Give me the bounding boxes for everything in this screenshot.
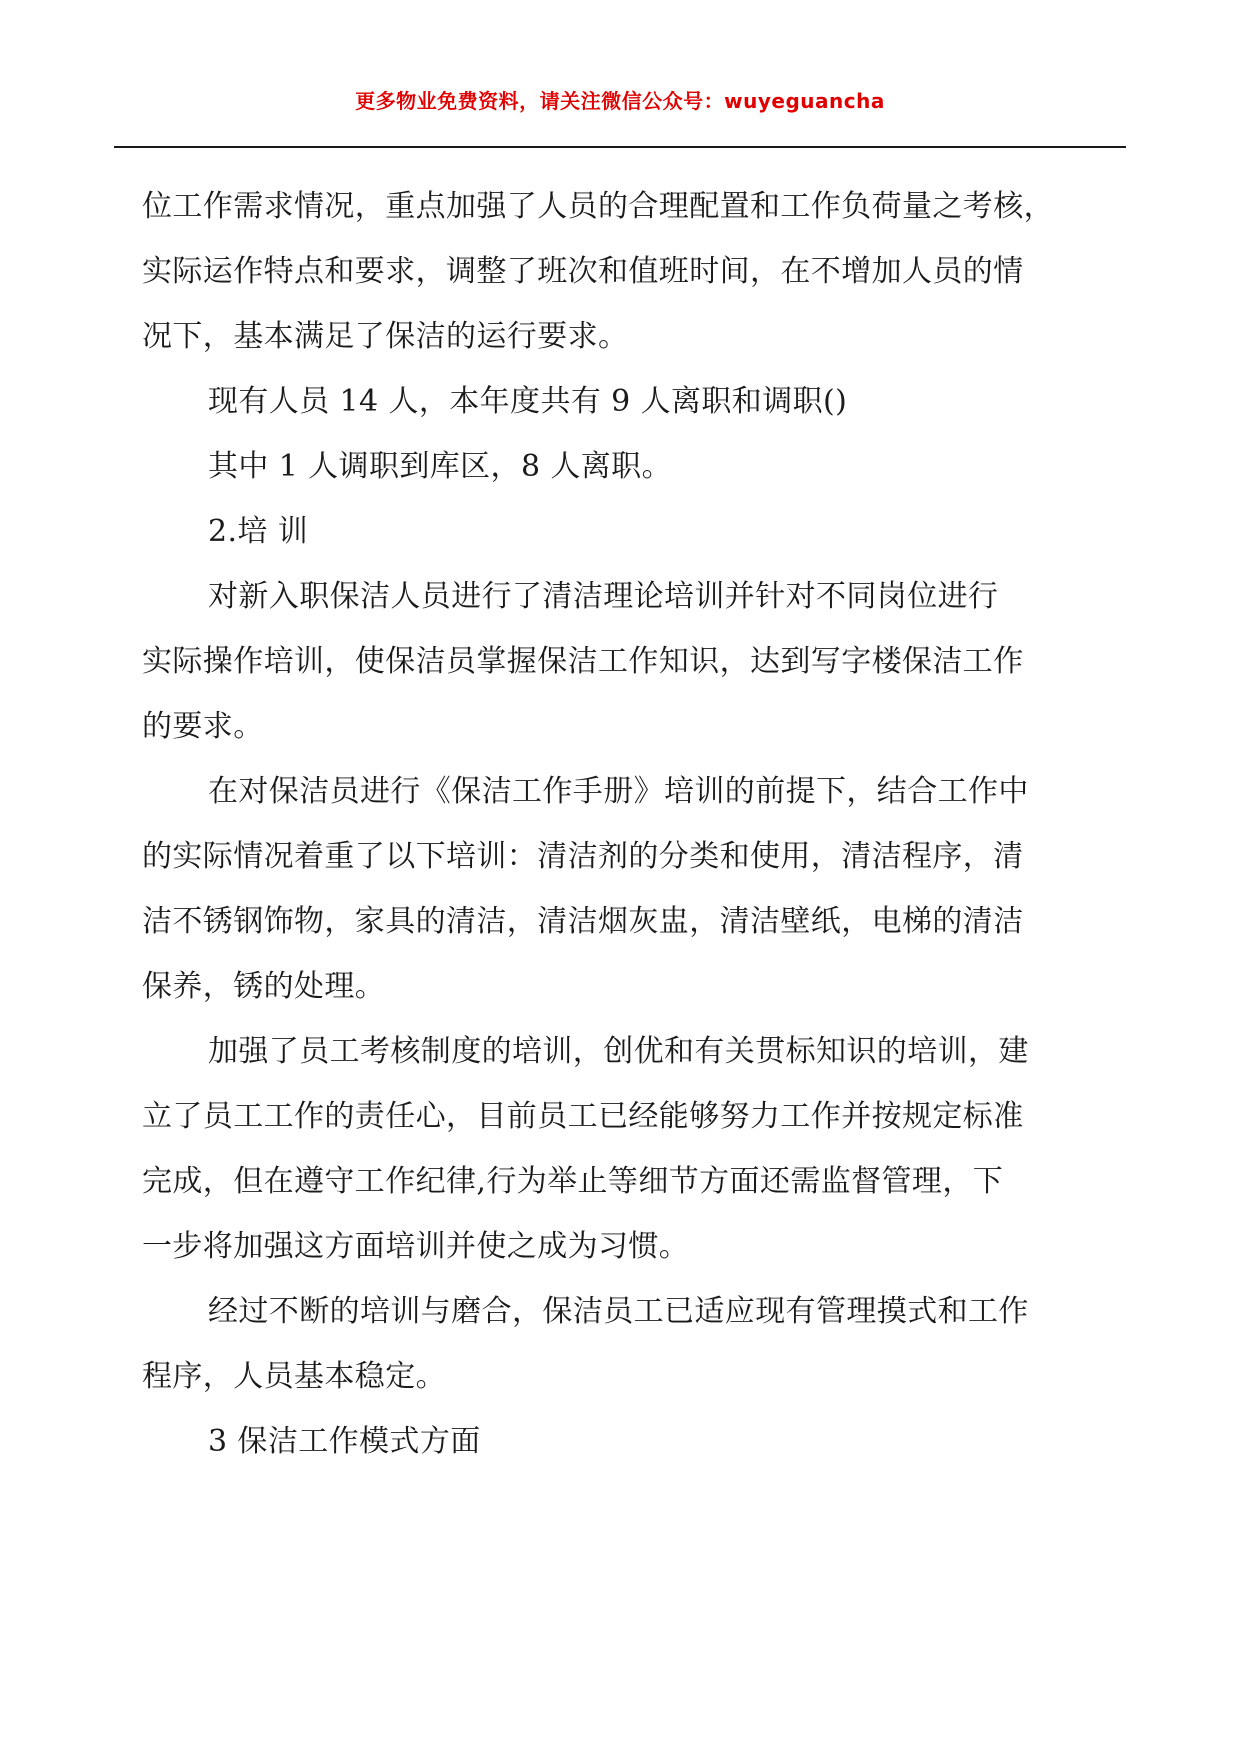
text-line: 实际运作特点和要求，调整了班次和值班时间，在不增加人员的情 <box>142 254 1024 289</box>
text-line: 立了员工工作的责任心，目前员工已经能够努力工作并按规定标准 <box>142 1099 1024 1134</box>
text-line: 的实际情况着重了以下培训：清洁剂的分类和使用，清洁程序，清 <box>142 839 1024 874</box>
page-header: 更多物业免费资料，请关注微信公众号：wuyeguancha <box>355 89 885 113</box>
section-heading: 3 保洁工作模式方面 <box>208 1424 481 1459</box>
text-line: 其中 1 人调职到库区，8 人离职。 <box>208 449 672 484</box>
text-line: 实际操作培训，使保洁员掌握保洁工作知识，达到写字楼保洁工作 <box>142 644 1024 679</box>
header-divider <box>114 146 1126 148</box>
text-line: 保养，锈的处理。 <box>142 969 386 1004</box>
text-line: 现有人员 14 人，本年度共有 9 人离职和调职() <box>208 384 848 419</box>
text-line: 位工作需求情况，重点加强了人员的合理配置和工作负荷量之考核， <box>142 189 1054 224</box>
document-body <box>142 174 1118 1474</box>
text-line: 对新入职保洁人员进行了清洁理论培训并针对不同岗位进行 <box>208 579 999 614</box>
text-line: 加强了员工考核制度的培训，创优和有关贯标知识的培训，建 <box>208 1034 1029 1069</box>
text-line: 在对保洁员进行《保洁工作手册》培训的前提下，结合工作中 <box>208 774 1029 809</box>
text-line: 经过不断的培训与磨合，保洁员工已适应现有管理摸式和工作 <box>208 1294 1029 1329</box>
text-line: 程序，人员基本稳定。 <box>142 1359 446 1394</box>
text-line: 洁不锈钢饰物，家具的清洁，清洁烟灰盅，清洁壁纸，电梯的清洁 <box>142 904 1024 939</box>
section-heading: 2.培 训 <box>208 514 309 549</box>
text-line: 的要求。 <box>142 709 264 744</box>
text-line: 完成，但在遵守工作纪律,行为举止等细节方面还需监督管理，下 <box>142 1164 1004 1199</box>
text-line: 况下，基本满足了保洁的运行要求。 <box>142 319 629 354</box>
text-line: 一步将加强这方面培训并使之成为习惯。 <box>142 1229 690 1264</box>
